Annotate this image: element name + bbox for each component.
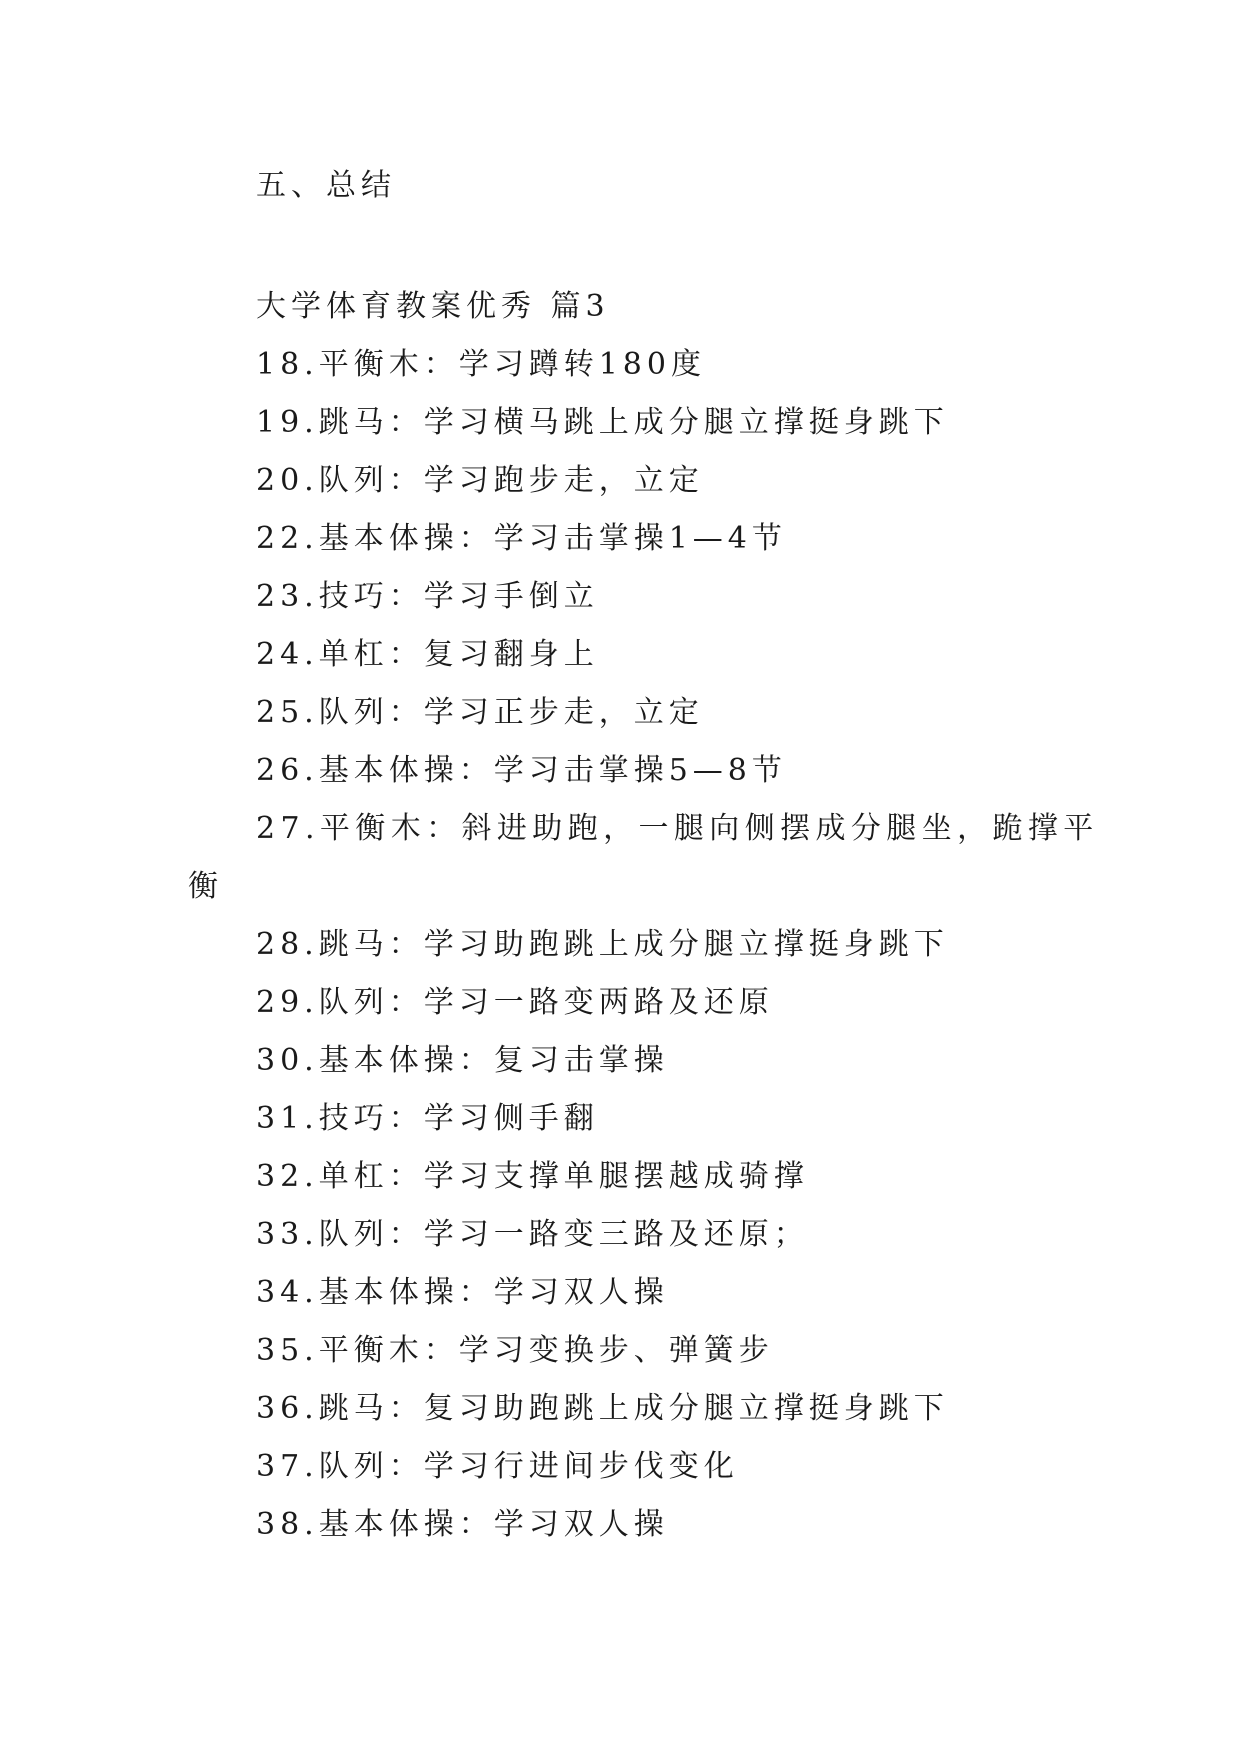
article-body — [188, 278, 1099, 1554]
list-item: 30.基本体操：复习击掌操 — [256, 1043, 669, 1078]
list-item-continuation: 衡 — [188, 869, 223, 904]
list-item: 35.平衡木：学习变换步、弹簧步 — [256, 1333, 774, 1368]
list-item: 26.基本体操：学习击掌操5—8节 — [256, 753, 787, 788]
list-item: 23.技巧：学习手倒立 — [256, 579, 599, 614]
list-item: 32.单杠：学习支撑单腿摆越成骑撑 — [256, 1159, 809, 1194]
list-item: 33.队列：学习一路变三路及还原； — [256, 1217, 809, 1252]
list-item: 18.平衡木：学习蹲转180度 — [256, 347, 706, 382]
list-item: 31.技巧：学习侧手翻 — [256, 1101, 599, 1136]
list-item: 38.基本体操：学习双人操 — [256, 1507, 669, 1542]
list-item: 22.基本体操：学习击掌操1—4节 — [256, 521, 787, 556]
list-item: 25.队列：学习正步走，立定 — [256, 695, 704, 730]
list-item: 36.跳马：复习助跑跳上成分腿立撑挺身跳下 — [256, 1391, 949, 1426]
list-item: 20.队列：学习跑步走，立定 — [256, 463, 704, 498]
list-item: 34.基本体操：学习双人操 — [256, 1275, 669, 1310]
list-item: 19.跳马：学习横马跳上成分腿立撑挺身跳下 — [256, 405, 949, 440]
section-heading: 五、总结 — [256, 168, 396, 203]
list-item: 27.平衡木：斜进助跑，一腿向侧摆成分腿坐，跪撑平 — [256, 811, 1099, 846]
list-item: 24.单杠：复习翻身上 — [256, 637, 599, 672]
list-item: 29.队列：学习一路变两路及还原 — [256, 985, 774, 1020]
article-title: 大学体育教案优秀 篇3 — [256, 289, 610, 324]
list-item: 37.队列：学习行进间步伐变化 — [256, 1449, 739, 1484]
list-item: 28.跳马：学习助跑跳上成分腿立撑挺身跳下 — [256, 927, 949, 962]
